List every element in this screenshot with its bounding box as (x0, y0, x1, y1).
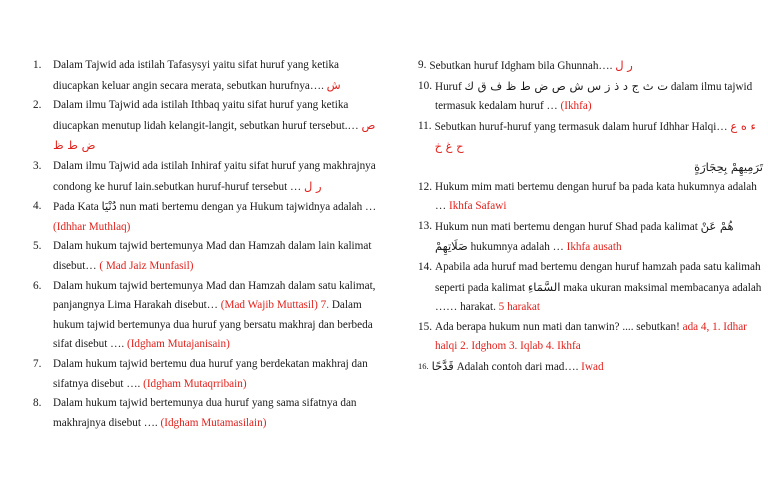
answer: (Idgham Mutamasilain) (160, 416, 267, 429)
question-text-cont: Dalam hukum tajwid bertemunya dua huruf yang bersatu makhraj dan berbeda sifat disebut …. (53, 299, 373, 351)
question-6 (33, 277, 385, 355)
arabic-phrase: هُمْ عَنْ صَلَاتِهِمْ (434, 218, 734, 254)
question-12 (418, 178, 763, 217)
question-text: Dalam ilmu Tajwid ada istilah Inhiraf yaitu sifat huruf yang makhrajnya condong ke huruf lain.sebutkan huruf-huruf tersebut … (53, 159, 376, 193)
question-text-cont: hukumnya adalah … (467, 241, 567, 254)
question-5 (33, 237, 385, 276)
left-question-column (33, 56, 385, 433)
question-text: Adalah contoh dari mad…. (453, 360, 582, 373)
question-10 (418, 77, 763, 117)
question-1 (33, 56, 385, 96)
question-number: 13. (418, 219, 432, 232)
answer: 5 harakat (498, 301, 540, 314)
question-text: Pada Kata (53, 201, 102, 214)
question-text: Ada berapa hukum nun mati dan tanwin? .... sebutkan! (434, 320, 683, 333)
question-number: 5. (33, 240, 42, 253)
question-number: 9. (418, 59, 427, 71)
question-text-cont: maka ukuran maksimal membacanya adalah …… harakat. (434, 281, 762, 314)
question-11 (418, 117, 763, 178)
question-number: 4. (33, 200, 42, 213)
answer: ada 4, 1. Idhar halqi 2. Idghom 3. Iqlab 4. Ikhfa (434, 320, 747, 353)
question-number: 15. (418, 320, 432, 333)
answer: ( Mad Jaiz Munfasil) (99, 259, 194, 272)
question-14 (418, 258, 763, 318)
answer: (Mad Wajib Muttasil) (220, 299, 321, 312)
answer: Iwad (581, 360, 604, 373)
answer: ر ل (304, 178, 322, 193)
answer: ر ل (615, 58, 633, 72)
arabic-word: قَدَّحًا (431, 358, 454, 373)
answer: (Ikhfa) (560, 100, 592, 113)
question-text: Dalam hukum tajwid bertemu dua huruf yang berdekatan makhraj dan sifatnya disebut …. (53, 357, 368, 390)
question-number: 14. (418, 260, 432, 273)
question-number: 1. (33, 59, 42, 71)
answer: (Idgham Mutaqrribain) (143, 377, 247, 390)
question-text: Dalam hukum tajwid bertemunya Mad dan Hamzah dalam satu kalimat, panjangnya Lima Harakah disebut… (53, 279, 376, 312)
question-16 (418, 357, 763, 378)
question-number: 12. (418, 180, 432, 193)
arabic-word: دُنْيَا (101, 199, 117, 214)
question-8 (33, 394, 385, 433)
question-text: Huruf (434, 80, 465, 93)
question-text: Hukum mim mati bertemu dengan huruf ba pada kata hukumnya adalah … (434, 180, 757, 213)
answer: ش (326, 77, 341, 92)
question-4 (33, 197, 385, 237)
arabic-phrase: تَرَمِيهِمْ بِحِجَارَةٍ (694, 159, 763, 174)
question-number: 11. (418, 119, 432, 132)
right-question-column (418, 56, 763, 378)
question-15 (418, 318, 763, 357)
answer: ص ض ط ظ (53, 117, 376, 153)
question-13 (418, 217, 763, 258)
question-text: Dalam hukum tajwid bertemunya Mad dan Hamzah dalam lain kalimat disebut… (53, 240, 372, 272)
question-text-cont: dalam ilmu tajwid termasuk kedalam huruf … (434, 80, 753, 113)
question-3 (33, 157, 385, 197)
question-7 (33, 355, 385, 394)
question-number: 2. (33, 99, 42, 112)
question-text-cont: nun mati bertemu dengan ya Hukum tajwidnya adalah … (116, 201, 377, 214)
question-number: 3. (33, 159, 42, 172)
question-text: Dalam ilmu Tajwid ada istilah Ithbaq yaitu sifat huruf yang ketika diucapkan menutup lidah kelangit-langit, sebutkan huruf tersebut.… (53, 99, 362, 132)
question-text: Sebutkan huruf-huruf yang termasuk dalam huruf Idhhar Halqi… (434, 120, 731, 133)
question-text: Hukum nun mati bertemu dengan huruf Shad pada kalimat (434, 220, 701, 233)
question-number: 16. (418, 360, 429, 371)
question-text: Dalam hukum tajwid bertemunya dua huruf yang sama sifatnya dan makhrajnya disebut …. (53, 397, 357, 429)
arabic-letters: ت ث ج د ذ ز س ش ص ض ط ظ ف ق ك (464, 78, 669, 93)
question-number: 7. (33, 357, 42, 370)
answer: Ikhfa ausath (566, 241, 622, 254)
inline-number: 7. (320, 299, 330, 312)
arabic-word: السَّمَاءِ (527, 279, 561, 294)
answer: Ikhfa Safawi (448, 200, 507, 213)
question-text: Sebutkan huruf Idgham bila Ghunnah…. (429, 60, 616, 72)
question-number: 10. (418, 79, 432, 92)
answer: ء ه ع ح غ خ (434, 118, 756, 154)
question-text: Dalam Tajwid ada istilah Tafasysyi yaitu sifat huruf yang ketika diucapkan keluar angin secara merata, sebutkan hurufnya…. (53, 59, 340, 92)
answer-inline: (Idgham Mutajanisain) (126, 338, 230, 351)
question-number: 8. (33, 397, 42, 410)
question-9 (418, 56, 763, 77)
answer: (Idhhar Muthlaq) (53, 220, 131, 233)
question-number: 6. (33, 279, 42, 292)
question-2 (33, 96, 385, 157)
question-text: Apabila ada huruf mad bertemu dengan huruf hamzah pada satu kalimah seperti pada kalimat (434, 260, 761, 294)
